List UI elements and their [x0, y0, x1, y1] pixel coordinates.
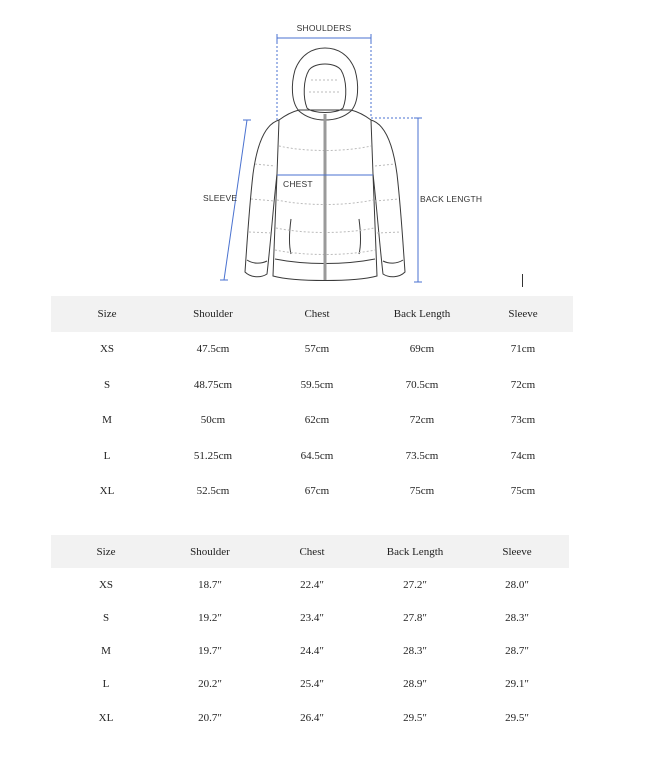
chest-label: CHEST: [283, 179, 313, 189]
table-cell: 48.75cm: [193, 378, 233, 391]
table-cell: 19.2″: [198, 611, 222, 624]
column-header: Size: [96, 545, 116, 558]
table-cell: 71cm: [510, 343, 536, 356]
table-cell: 59.5cm: [300, 378, 334, 391]
table-row: [51, 701, 569, 734]
table-row: [51, 367, 573, 403]
table-cell: 27.8″: [403, 611, 427, 624]
table-cell: M: [102, 414, 112, 427]
table-row: [51, 403, 573, 439]
column-header: Chest: [299, 545, 325, 558]
table-cell: 28.7″: [505, 645, 529, 658]
column-header: Shoulder: [190, 545, 230, 558]
table-cell: 75cm: [510, 485, 536, 498]
column-header: Sleeve: [502, 545, 532, 558]
shoulders-label: SHOULDERS: [296, 23, 352, 33]
table-cell: 72cm: [510, 378, 536, 391]
size-table-inches: [51, 535, 569, 734]
table-cell: 51.25cm: [193, 449, 233, 462]
table-cell: L: [103, 449, 111, 462]
table-cell: M: [101, 645, 111, 658]
table-cell: 72cm: [409, 414, 435, 427]
table-row: [51, 635, 569, 668]
back-length-label: BACK LENGTH: [420, 194, 483, 204]
column-header: Back Length: [386, 545, 444, 558]
table-cell: 50cm: [200, 414, 226, 427]
sleeve-label: SLEEVE: [203, 193, 238, 203]
column-header: Size: [97, 307, 117, 320]
table-row: [51, 601, 569, 634]
table-cell: 28.3″: [403, 645, 427, 658]
table-cell: 29.1″: [505, 678, 529, 691]
table-cell: S: [102, 611, 110, 624]
table-header-row: [51, 535, 569, 568]
jacket-size-diagram: [195, 14, 495, 290]
table-row: [51, 438, 573, 474]
text-cursor: [522, 274, 523, 287]
table-cell: XL: [98, 711, 114, 724]
column-header: Chest: [304, 307, 330, 320]
table-cell: 24.4″: [300, 645, 324, 658]
table-cell: 73.5cm: [405, 449, 439, 462]
table-cell: 28.3″: [505, 611, 529, 624]
size-table-cm: [51, 296, 573, 509]
table-cell: 67cm: [304, 485, 330, 498]
table-row: [51, 332, 573, 368]
column-header: Sleeve: [508, 307, 538, 320]
table-cell: 29.5″: [403, 711, 427, 724]
table-cell: XL: [99, 485, 115, 498]
table-cell: 18.7″: [198, 578, 222, 591]
table-row: [51, 568, 569, 601]
table-cell: XS: [98, 578, 114, 591]
table-cell: 73cm: [510, 414, 536, 427]
table-cell: 74cm: [510, 449, 536, 462]
table-cell: 69cm: [409, 343, 435, 356]
table-cell: 26.4″: [300, 711, 324, 724]
table-cell: XS: [99, 343, 115, 356]
table-cell: 75cm: [409, 485, 435, 498]
hood: [292, 48, 357, 120]
table-cell: 20.2″: [198, 678, 222, 691]
table-cell: 47.5cm: [196, 343, 230, 356]
table-row: [51, 668, 569, 701]
table-cell: 52.5cm: [196, 485, 230, 498]
table-cell: 28.0″: [505, 578, 529, 591]
column-header: Shoulder: [193, 307, 233, 320]
table-cell: 25.4″: [300, 678, 324, 691]
table-row: [51, 474, 573, 510]
table-cell: 28.9″: [403, 678, 427, 691]
table-cell: 64.5cm: [300, 449, 334, 462]
table-cell: 27.2″: [403, 578, 427, 591]
table-cell: 22.4″: [300, 578, 324, 591]
table-cell: 62cm: [304, 414, 330, 427]
column-header: Back Length: [393, 307, 451, 320]
table-cell: 19.7″: [198, 645, 222, 658]
table-cell: L: [102, 678, 110, 691]
table-cell: 57cm: [304, 343, 330, 356]
table-header-row: [51, 296, 573, 332]
table-cell: 70.5cm: [405, 378, 439, 391]
table-cell: 23.4″: [300, 611, 324, 624]
table-cell: 20.7″: [198, 711, 222, 724]
table-cell: 29.5″: [505, 711, 529, 724]
table-cell: S: [103, 378, 111, 391]
